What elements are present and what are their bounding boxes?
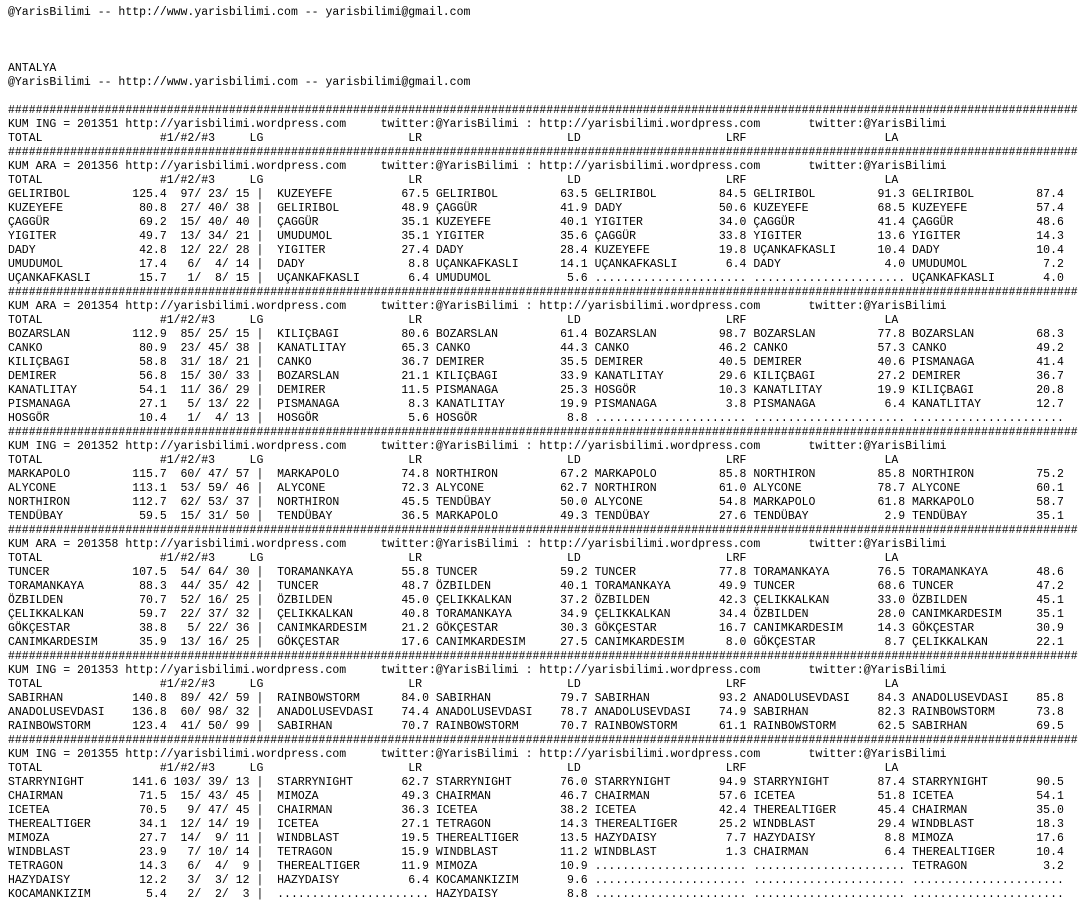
text-line: TOTAL #1/#2/#3 LG LR LD LRF LA	[8, 678, 899, 691]
text-line: RAINBOWSTORM 123.4 41/ 50/ 99 | SABIRHAN 70.7 RAINBOWSTORM 70.7 RAINBOWSTORM 61.1 RAINBOWSTORM 62.5 SABIRHAN 69.5	[8, 720, 1064, 733]
text-line: CANKO 80.9 23/ 45/ 38 | KANATLITAY 65.3 CANKO 44.3 CANKO 46.2 CANKO 57.3 CANKO 49.2	[8, 342, 1064, 355]
text-line: KANATLITAY 54.1 11/ 36/ 29 | DEMIRER 11.5 PISMANAGA 25.3 HOSGÖR 10.3 KANATLITAY 19.9 KILIÇBAGI 20.8	[8, 384, 1064, 397]
text-line: ANADOLUSEVDASI 136.8 60/ 98/ 32 | ANADOLUSEVDASI 74.4 ANADOLUSEVDASI 78.7 ANADOLUSEVDASI 74.9 SABIRHAN 82.3 RAINBOWSTORM 73.8	[8, 706, 1064, 719]
text-line: ÖZBILDEN 70.7 52/ 16/ 25 | ÖZBILDEN 45.0 ÇELIKKALKAN 37.2 ÖZBILDEN 42.3 ÇELIKKALKAN 33.0 ÖZBILDEN 45.1	[8, 594, 1064, 607]
text-line: ###########################################################################################################################################################	[8, 650, 1078, 663]
text-line: ###########################################################################################################################################################	[8, 524, 1078, 537]
text-line: TENDÜBAY 59.5 15/ 31/ 50 | TENDÜBAY 36.5 MARKAPOLO 49.3 TENDÜBAY 27.6 TENDÜBAY 2.9 TENDÜBAY 35.1	[8, 510, 1064, 523]
text-line: SABIRHAN 140.8 89/ 42/ 59 | RAINBOWSTORM 84.0 SABIRHAN 79.7 SABIRHAN 93.2 ANADOLUSEVDASI 84.3 ANADOLUSEVDASI 85.8	[8, 692, 1064, 705]
text-line: ###########################################################################################################################################################	[8, 104, 1078, 117]
text-line: TOTAL #1/#2/#3 LG LR LD LRF LA	[8, 762, 899, 775]
text-line: ANTALYA	[8, 62, 57, 75]
text-line: DADY 42.8 12/ 22/ 28 | YIGITER 27.4 DADY 28.4 KUZEYEFE 19.8 UÇANKAFKASLI 10.4 DADY 10.4	[8, 244, 1064, 257]
text-line: TOTAL #1/#2/#3 LG LR LD LRF LA	[8, 174, 899, 187]
text-line: ###########################################################################################################################################################	[8, 146, 1078, 159]
text-line: ###########################################################################################################################################################	[8, 426, 1078, 439]
text-line	[8, 20, 1080, 34]
text-line: KUZEYEFE 80.8 27/ 40/ 38 | GELIRIBOL 48.9 ÇAGGÜR 41.9 DADY 50.6 KUZEYEFE 68.5 KUZEYEFE 57.4	[8, 202, 1064, 215]
text-line: ALYCONE 113.1 53/ 59/ 46 | ALYCONE 72.3 ALYCONE 62.7 NORTHIRON 61.0 ALYCONE 78.7 ALYCONE 60.1	[8, 482, 1064, 495]
text-line: TORAMANKAYA 88.3 44/ 35/ 42 | TUNCER 48.7 ÖZBILDEN 40.1 TORAMANKAYA 49.9 TUNCER 68.6 TUNCER 47.2	[8, 580, 1064, 593]
text-line: @YarisBilimi -- http://www.yarisbilimi.com -- yarisbilimi@gmail.com	[8, 76, 471, 89]
text-line: TOTAL #1/#2/#3 LG LR LD LRF LA	[8, 314, 899, 327]
text-line: CANIMKARDESIM 35.9 13/ 16/ 25 | GÖKÇESTAR 17.6 CANIMKARDESIM 27.5 CANIMKARDESIM 8.0 GÖKÇESTAR 8.7 ÇELIKKALKAN 22.1	[8, 636, 1064, 649]
text-line: @YarisBilimi -- http://www.yarisbilimi.com -- yarisbilimi@gmail.com	[8, 6, 471, 19]
text-line: TUNCER 107.5 54/ 64/ 30 | TORAMANKAYA 55.8 TUNCER 59.2 TUNCER 77.8 TORAMANKAYA 76.5 TORAMANKAYA 48.6	[8, 566, 1064, 579]
text-line: UÇANKAFKASLI 15.7 1/ 8/ 15 | UÇANKAFKASLI 6.4 UMUDUMOL 5.6 ...................... ...................... UÇANKAFKASLI 4.0	[8, 272, 1064, 285]
text-line: ICETEA 70.5 9/ 47/ 45 | CHAIRMAN 36.3 ICETEA 38.2 ICETEA 42.4 THEREALTIGER 45.4 CHAIRMAN 35.0	[8, 804, 1064, 817]
text-line: HAZYDAISY 12.2 3/ 3/ 12 | HAZYDAISY 6.4 KOCAMANKIZIM 9.6 ...................... ...................... ......................	[8, 874, 1064, 887]
text-line: UMUDUMOL 17.4 6/ 4/ 14 | DADY 8.8 UÇANKAFKASLI 14.1 UÇANKAFKASLI 6.4 DADY 4.0 UMUDUMOL 7.2	[8, 258, 1064, 271]
text-line: DEMIRER 56.8 15/ 30/ 33 | BOZARSLAN 21.1 KILIÇBAGI 33.9 KANATLITAY 29.6 KILIÇBAGI 27.2 DEMIRER 36.7	[8, 370, 1064, 383]
text-line: TOTAL #1/#2/#3 LG LR LD LRF LA	[8, 552, 899, 565]
text-line: GELIRIBOL 125.4 97/ 23/ 15 | KUZEYEFE 67.5 GELIRIBOL 63.5 GELIRIBOL 84.5 GELIRIBOL 91.3 GELIRIBOL 87.4	[8, 188, 1064, 201]
text-line: MIMOZA 27.7 14/ 9/ 11 | WINDBLAST 19.5 THEREALTIGER 13.5 HAZYDAISY 7.7 HAZYDAISY 8.8 MIMOZA 17.6	[8, 832, 1064, 845]
text-line: STARRYNIGHT 141.6 103/ 39/ 13 | STARRYNIGHT 62.7 STARRYNIGHT 76.0 STARRYNIGHT 94.9 STARRYNIGHT 87.4 STARRYNIGHT 90.5	[8, 776, 1064, 789]
text-line: KUM ING = 201352 http://yarisbilimi.wordpress.com twitter:@YarisBilimi : http://yarisbilimi.wordpress.com twitter:@YarisBilimi	[8, 440, 947, 453]
text-line: CHAIRMAN 71.5 15/ 43/ 45 | MIMOZA 49.3 CHAIRMAN 46.7 CHAIRMAN 57.6 ICETEA 51.8 ICETEA 54.1	[8, 790, 1064, 803]
text-line	[8, 90, 1080, 104]
text-line: MARKAPOLO 115.7 60/ 47/ 57 | MARKAPOLO 74.8 NORTHIRON 67.2 MARKAPOLO 85.8 NORTHIRON 85.8 NORTHIRON 75.2	[8, 468, 1064, 481]
text-line: PISMANAGA 27.1 5/ 13/ 22 | PISMANAGA 8.3 KANATLITAY 19.9 PISMANAGA 3.8 PISMANAGA 6.4 KANATLITAY 12.7	[8, 398, 1064, 411]
text-line: HOSGÖR 10.4 1/ 4/ 13 | HOSGÖR 5.6 HOSGÖR 8.8 ...................... ...................... ......................	[8, 412, 1064, 425]
text-line: WINDBLAST 23.9 7/ 10/ 14 | TETRAGON 15.9 WINDBLAST 11.2 WINDBLAST 1.3 CHAIRMAN 6.4 THEREALTIGER 10.4	[8, 846, 1064, 859]
text-line: ###########################################################################################################################################################	[8, 286, 1078, 299]
text-line: TETRAGON 14.3 6/ 4/ 9 | THEREALTIGER 11.9 MIMOZA 10.9 ...................... ...................... TETRAGON 3.2	[8, 860, 1064, 873]
text-line: NORTHIRON 112.7 62/ 53/ 37 | NORTHIRON 45.5 TENDÜBAY 50.0 ALYCONE 54.8 MARKAPOLO 61.8 MARKAPOLO 58.7	[8, 496, 1064, 509]
text-line: KOCAMANKIZIM 5.4 2/ 2/ 3 | ...................... HAZYDAISY 8.8 ...................... ...................... ......................	[8, 888, 1064, 901]
text-line	[8, 48, 1080, 62]
text-line: YIGITER 49.7 13/ 34/ 21 | UMUDUMOL 35.1 YIGITER 35.6 ÇAGGÜR 33.8 YIGITER 13.6 YIGITER 14.3	[8, 230, 1064, 243]
text-line: KUM ING = 201353 http://yarisbilimi.wordpress.com twitter:@YarisBilimi : http://yarisbilimi.wordpress.com twitter:@YarisBilimi	[8, 664, 947, 677]
text-line: TOTAL #1/#2/#3 LG LR LD LRF LA	[8, 454, 899, 467]
text-line: ###########################################################################################################################################################	[8, 734, 1078, 747]
text-line: ÇELIKKALKAN 59.7 22/ 37/ 32 | ÇELIKKALKAN 40.8 TORAMANKAYA 34.9 ÇELIKKALKAN 34.4 ÖZBILDEN 28.0 CANIMKARDESIM 35.1	[8, 608, 1064, 621]
text-line: THEREALTIGER 34.1 12/ 14/ 19 | ICETEA 27.1 TETRAGON 14.3 THEREALTIGER 25.2 WINDBLAST 29.4 WINDBLAST 18.3	[8, 818, 1064, 831]
text-line: KUM ARA = 201356 http://yarisbilimi.wordpress.com twitter:@YarisBilimi : http://yarisbilimi.wordpress.com twitter:@YarisBilimi	[8, 160, 947, 173]
text-line: KUM ARA = 201354 http://yarisbilimi.wordpress.com twitter:@YarisBilimi : http://yarisbilimi.wordpress.com twitter:@YarisBilimi	[8, 300, 947, 313]
text-line: BOZARSLAN 112.9 85/ 25/ 15 | KILIÇBAGI 80.6 BOZARSLAN 61.4 BOZARSLAN 98.7 BOZARSLAN 77.8 BOZARSLAN 68.3	[8, 328, 1064, 341]
text-line: ÇAGGÜR 69.2 15/ 40/ 40 | ÇAGGÜR 35.1 KUZEYEFE 40.1 YIGITER 34.0 ÇAGGÜR 41.4 ÇAGGÜR 48.6	[8, 216, 1064, 229]
text-line: KUM ING = 201351 http://yarisbilimi.wordpress.com twitter:@YarisBilimi : http://yarisbilimi.wordpress.com twitter:@YarisBilimi	[8, 118, 947, 131]
text-line: KUM ING = 201355 http://yarisbilimi.wordpress.com twitter:@YarisBilimi : http://yarisbilimi.wordpress.com twitter:@YarisBilimi	[8, 748, 947, 761]
text-line: KILIÇBAGI 58.8 31/ 18/ 21 | CANKO 36.7 DEMIRER 35.5 DEMIRER 40.5 DEMIRER 40.6 PISMANAGA 41.4	[8, 356, 1064, 369]
text-line: GÖKÇESTAR 38.8 5/ 22/ 36 | CANIMKARDESIM 21.2 GÖKÇESTAR 30.3 GÖKÇESTAR 16.7 CANIMKARDESIM 14.3 GÖKÇESTAR 30.9	[8, 622, 1064, 635]
text-line: KUM ARA = 201358 http://yarisbilimi.wordpress.com twitter:@YarisBilimi : http://yarisbilimi.wordpress.com twitter:@YarisBilimi	[8, 538, 947, 551]
text-line	[8, 34, 1080, 48]
text-line: TOTAL #1/#2/#3 LG LR LD LRF LA	[8, 132, 899, 145]
